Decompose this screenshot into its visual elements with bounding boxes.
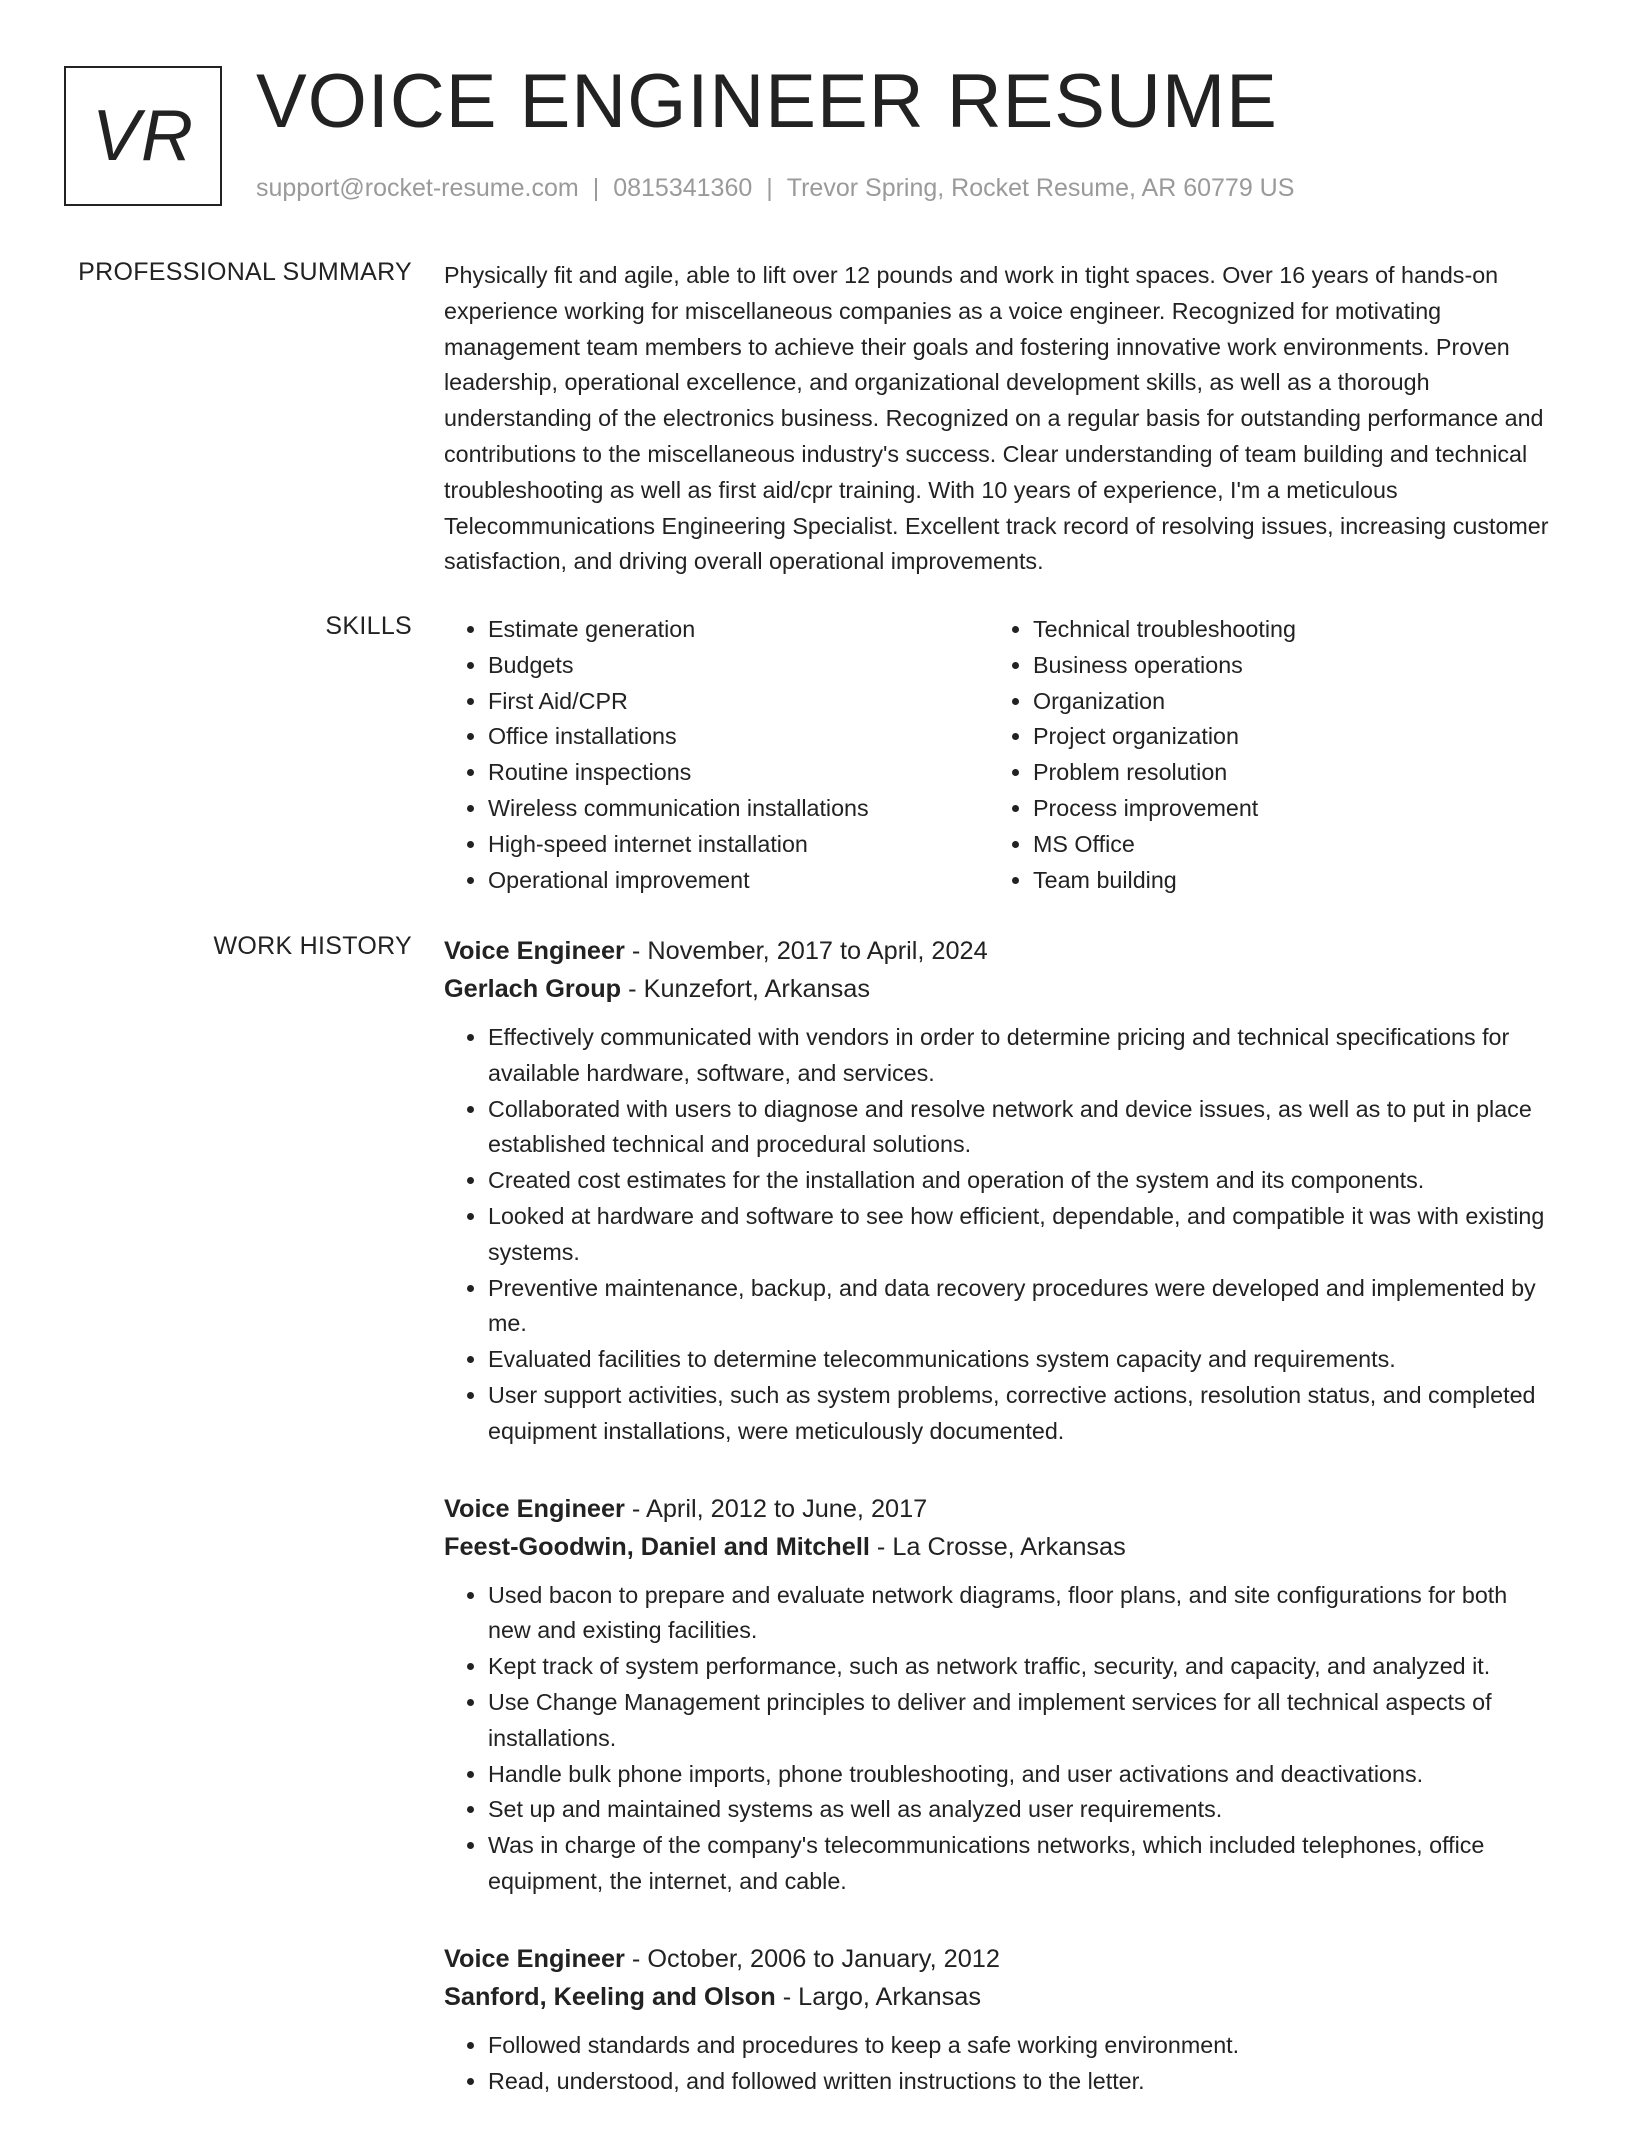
job-bullet: • Looked at hardware and software to see how efficient, dependable, and compatible it was with existing systems. <box>488 1199 1556 1271</box>
job-title-line <box>444 1490 1556 1528</box>
job-location: - La Crosse, Arkansas <box>869 1532 1126 1561</box>
skill-item: • Process improvement <box>1033 791 1534 827</box>
skill-item: • Business operations <box>1033 648 1534 684</box>
job-bullet: • Used bacon to prepare and evaluate network diagrams, floor plans, and site configurations for both new and existing facilities. <box>488 1578 1556 1650</box>
job-bullet: • Was in charge of the company's telecommunications networks, which included telephones, office equipment, the internet, and cable. <box>488 1828 1556 1900</box>
job-bullet: • Evaluated facilities to determine telecommunications system capacity and requirements. <box>488 1342 1556 1378</box>
job-title: Voice Engineer <box>444 1944 625 1973</box>
job-bullet: • Set up and maintained systems as well as analyzed user requirements. <box>488 1792 1556 1828</box>
skill-item: • Office installations <box>488 719 989 755</box>
skill-item: • Team building <box>1033 863 1534 899</box>
job-bullet: • Handle bulk phone imports, phone troubleshooting, and user activations and deactivations. <box>488 1757 1556 1793</box>
skill-item: • High-speed internet installation <box>488 827 989 863</box>
job-title-line <box>444 1940 1556 1978</box>
job-bullet: • Collaborated with users to diagnose and resolve network and device issues, as well as to put in place established technical and procedural solutions. <box>488 1092 1556 1164</box>
job-bullet-list <box>444 1020 1556 1450</box>
job-entry <box>444 1940 1556 2100</box>
job-title-line <box>444 932 1556 970</box>
job-dates: - October, 2006 to January, 2012 <box>624 1944 1000 1973</box>
job-bullet: • Followed standards and procedures to keep a safe working environment. <box>488 2028 1556 2064</box>
skill-item: • Project organization <box>1033 719 1534 755</box>
skills-columns <box>444 612 1556 898</box>
job-bullet: • Effectively communicated with vendors in order to determine pricing and technical specifications for available hardware, software, and services. <box>488 1020 1556 1092</box>
job-company: Gerlach Group <box>444 975 622 1003</box>
job-bullet: • Created cost estimates for the installation and operation of the system and its components. <box>488 1163 1556 1199</box>
skills-list-right <box>989 612 1534 898</box>
contact-address: Trevor Spring, Rocket Resume, AR 60779 US <box>786 174 1295 202</box>
contact-email: support@rocket-resume.com <box>256 174 579 202</box>
job-company: Feest-Goodwin, Daniel and Mitchell <box>444 1532 870 1561</box>
section-label-summary: PROFESSIONAL SUMMARY <box>78 258 412 286</box>
contact-separator: | <box>592 174 600 202</box>
job-bullet-list <box>444 1578 1556 1900</box>
job-bullet: • Kept track of system performance, such as network traffic, security, and capacity, and analyzed it. <box>488 1649 1556 1685</box>
job-entry <box>444 1490 1556 1900</box>
job-location: - Largo, Arkansas <box>775 1982 981 2011</box>
section-label-skills: SKILLS <box>325 612 412 640</box>
skill-item: • First Aid/CPR <box>488 684 989 720</box>
monogram-badge <box>64 66 222 206</box>
skills-body <box>444 612 1556 898</box>
job-dates: - April, 2012 to June, 2017 <box>624 1494 928 1523</box>
job-bullet: • Use Change Management principles to deliver and implement services for all technical aspects of installations. <box>488 1685 1556 1757</box>
summary-body <box>444 258 1556 580</box>
work-history-body <box>444 932 1556 2139</box>
job-title: Voice Engineer <box>444 1494 625 1523</box>
job-location: - Kunzefort, Arkansas <box>621 975 870 1003</box>
monogram-initials: VR <box>91 96 195 176</box>
job-company-line <box>444 1528 1556 1566</box>
skill-item: • MS Office <box>1033 827 1534 863</box>
job-dates: - November, 2017 to April, 2024 <box>624 937 988 965</box>
job-bullet: • Preventive maintenance, backup, and data recovery procedures were developed and implemented by me. <box>488 1271 1556 1343</box>
job-company-line <box>444 970 1556 1008</box>
job-entry <box>444 932 1556 1450</box>
skill-item: • Problem resolution <box>1033 755 1534 791</box>
job-bullet: • User support activities, such as system problems, corrective actions, resolution status, and completed equipment installations, were meticulously documented. <box>488 1378 1556 1450</box>
skills-list-left <box>444 612 989 898</box>
job-company: Sanford, Keeling and Olson <box>444 1982 776 2011</box>
skill-item: • Estimate generation <box>488 612 989 648</box>
skill-item: • Operational improvement <box>488 863 989 899</box>
contact-line <box>256 174 1294 203</box>
skill-item: • Wireless communication installations <box>488 791 989 827</box>
section-label-work-history: WORK HISTORY <box>213 932 412 960</box>
job-title: Voice Engineer <box>444 937 625 965</box>
job-company-line <box>444 1978 1556 2016</box>
contact-separator: | <box>766 174 773 202</box>
skill-item: • Routine inspections <box>488 755 989 791</box>
summary-text: Physically fit and agile, able to lift over 12 pounds and work in tight spaces. Over 16 years of hands-on experience working for miscellaneous companies as a voice engineer. Recognized for motivating management team members to achieve their goals and fostering innovative work environments. Proven leadership, operational excellence, and organizational development skills, as well as a thorough understanding of the electronics business. Recognized on a regular basis for outstanding performance and contributions to the miscellaneous industry's success. Clear understanding of team building and technical troubleshooting as well as first aid/cpr training. With 10 years of experience, I'm a meticulous Telecommunications Engineering Specialist. Excellent track record of resolving issues, increasing customer satisfaction, and driving overall operational improvements. <box>444 262 1549 575</box>
job-bullet: • Read, understood, and followed written instructions to the letter. <box>488 2064 1556 2100</box>
contact-phone: 0815341360 <box>613 174 753 202</box>
skill-item: • Budgets <box>488 648 989 684</box>
skill-item: • Technical troubleshooting <box>1033 612 1534 648</box>
skill-item: • Organization <box>1033 684 1534 720</box>
resume-title: VOICE ENGINEER RESUME <box>256 59 1278 144</box>
job-bullet-list <box>444 2028 1556 2100</box>
